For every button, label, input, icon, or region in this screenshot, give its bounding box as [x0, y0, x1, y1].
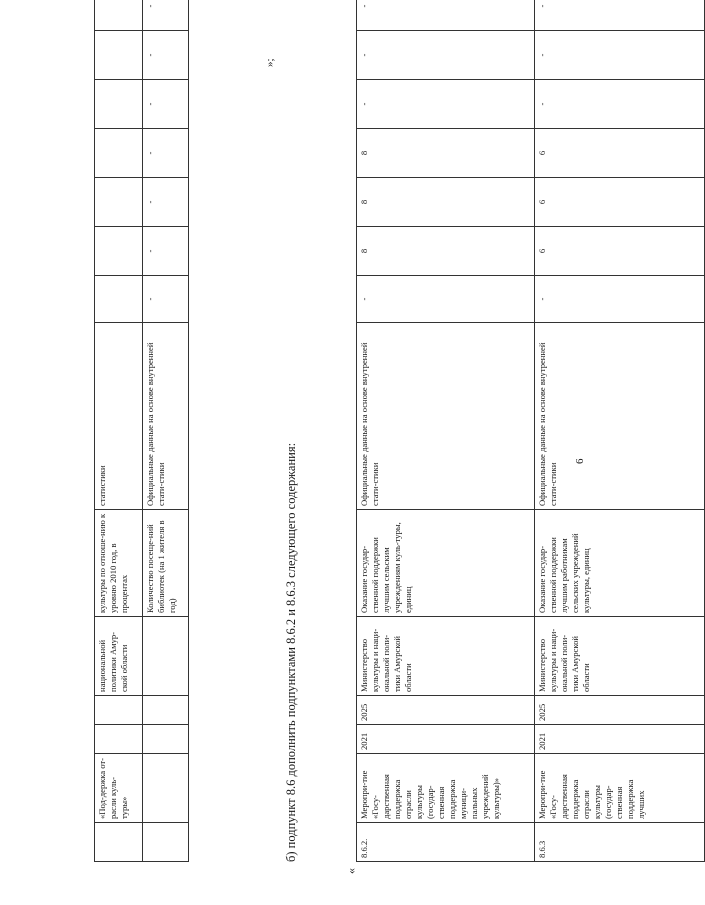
table-row — [95, 0, 143, 862]
table-cell: 2021 — [535, 725, 705, 754]
table-cell: - — [143, 178, 189, 227]
table-cell: Оказание государ-ственной поддержки лучшим сельским учреждениям куль-туры, единиц — [357, 510, 535, 617]
table-cell: 2021 — [357, 725, 535, 754]
table-cell: статистики — [95, 323, 143, 510]
table-cell — [143, 617, 189, 696]
opening-quote: « — [344, 868, 358, 874]
table-cell — [95, 823, 143, 862]
table-cell: - — [535, 0, 705, 31]
amendment-statement: б) подпункт 8.6 дополнить подпунктами 8.6.2 и 8.6.3 следующего содержания: — [284, 442, 298, 862]
rotated-content — [94, 4, 646, 874]
table-cell: - — [143, 227, 189, 276]
table-cell: 6 — [535, 178, 705, 227]
table-cell: 6 — [535, 227, 705, 276]
table-cell — [95, 725, 143, 754]
table-top — [94, 0, 189, 862]
table-cell: Меропри-тие «Госу-дарственная поддержка отрасли культуры (государ-ственная поддержка лучших — [535, 754, 705, 823]
table-cell: - — [143, 276, 189, 323]
table-cell — [95, 129, 143, 178]
table-cell: 2025 — [357, 696, 535, 725]
table-row — [143, 0, 189, 862]
table-cell: Министерство культуры и наци-ональной поли-тики Амурской области — [357, 617, 535, 696]
table-cell: - — [535, 80, 705, 129]
table-cell — [95, 31, 143, 80]
table-cell: Количество посеще-ний библиотек (на 1 жителя в год) — [143, 510, 189, 617]
table-cell: Официальные данные на основе внутренней стати-стики — [143, 323, 189, 510]
table-cell — [95, 80, 143, 129]
table-row — [357, 0, 535, 862]
table-cell: 8 — [357, 227, 535, 276]
table-cell — [143, 725, 189, 754]
table-cell: - — [535, 276, 705, 323]
table-cell: 8 — [357, 178, 535, 227]
table-cell — [143, 754, 189, 823]
table-cell — [95, 0, 143, 31]
table-cell: Меропри-тие «Госу-дарственная поддержка отрасли культуры (государ-ственная поддержка муници-пальных учреждений культуры)» — [357, 754, 535, 823]
table-cell: национальной политики Амур-ской области — [95, 617, 143, 696]
table-cell: - — [357, 276, 535, 323]
table-cell — [95, 276, 143, 323]
table-cell: - — [143, 129, 189, 178]
table-cell: 2025 — [535, 696, 705, 725]
table-cell — [143, 696, 189, 725]
table-cell: культуры по отноше-нию к уровню 2010 год, в процентах — [95, 510, 143, 617]
table-cell: - — [357, 80, 535, 129]
table-cell — [95, 227, 143, 276]
table-cell: - — [143, 80, 189, 129]
table-row — [535, 0, 705, 862]
table-cell: - — [357, 31, 535, 80]
table-cell — [143, 823, 189, 862]
table-cell: Оказание государ-ственной поддержки лучшим работникам сельских учреждений культуры, единиц — [535, 510, 705, 617]
table-cell: - — [143, 31, 189, 80]
table-cell: 8 — [357, 129, 535, 178]
table-cell: - — [143, 0, 189, 31]
table-cell: «Под-держка от-расли куль-туры» — [95, 754, 143, 823]
table-cell: 8.6.3 — [535, 823, 705, 862]
table-cell: Министерство культуры и наци-ональной поли-тики Амурской области — [535, 617, 705, 696]
table-cell: Официальные данные на основе внутренней стати-стики — [535, 323, 705, 510]
table-cell: 6 — [535, 129, 705, 178]
table-cell: - — [535, 31, 705, 80]
table-cell: Официальные данные на основе внутренней стати-стики — [357, 323, 535, 510]
closing-quote: »; — [264, 58, 276, 67]
table-cell — [95, 178, 143, 227]
table-cell: - — [357, 0, 535, 31]
table-bottom — [356, 0, 705, 862]
page-number: 6 — [574, 458, 586, 464]
table-cell — [95, 696, 143, 725]
table-cell: 8.6.2. — [357, 823, 535, 862]
